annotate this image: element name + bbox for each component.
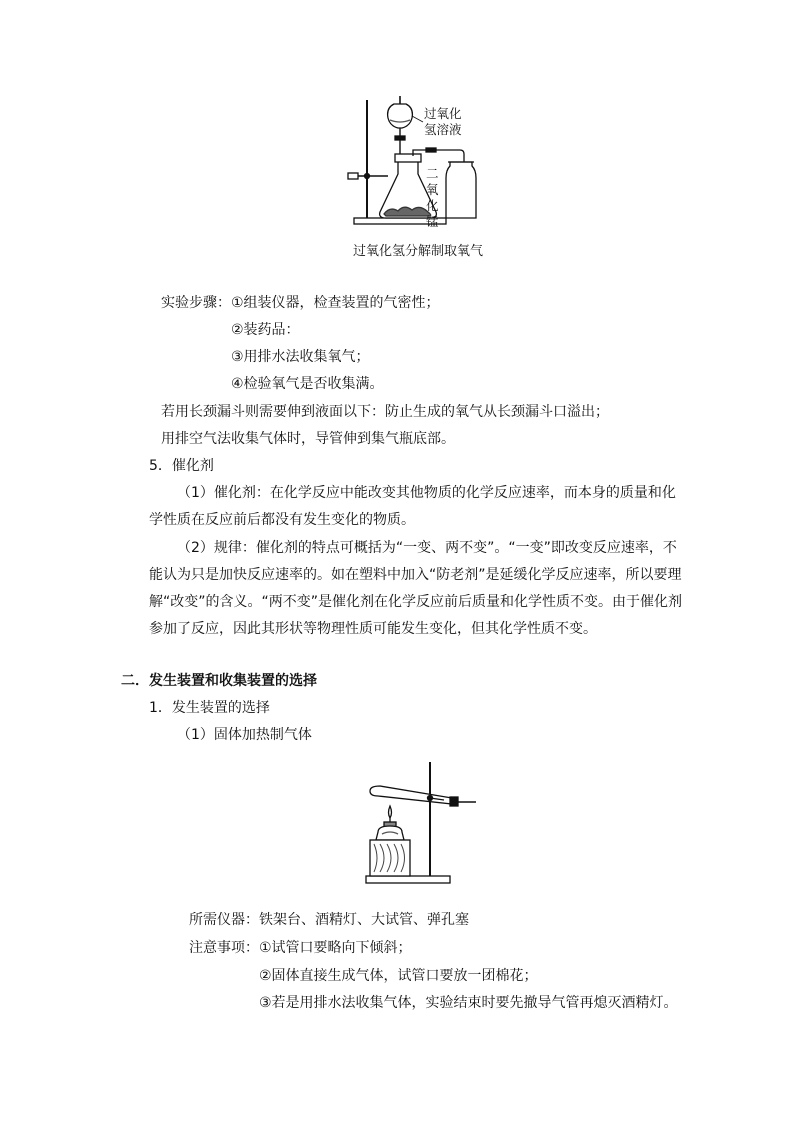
- steps-line-2: ②装药品：: [231, 322, 300, 338]
- steps-line-1: 实验步骤：①组装仪器，检查装置的气密性；: [161, 295, 440, 311]
- mno2-label-char-4: 锰: [426, 214, 439, 229]
- section2-heading: 二．发生装置和收集装置的选择: [121, 673, 317, 689]
- catalyst-heading: 5．催化剂: [149, 458, 214, 474]
- instruments-line: 所需仪器：铁架台、酒精灯、大试管、弹孔塞: [189, 912, 469, 928]
- solid-heating-diagram: [360, 758, 480, 900]
- notes-line-3: ③若是用排水法收集气体，实验结束时要先撤导气管再熄灭酒精灯。: [259, 995, 678, 1011]
- h2o2-decomposition-diagram: [340, 94, 490, 234]
- steps-note-1: 若用长颈漏斗则需要伸到液面以下：防止生成的氧气从长颈漏斗口溢出；: [161, 404, 609, 420]
- h2o2-label-line1: 过氧化: [424, 106, 462, 121]
- catalyst-p1-line1: （1）催化剂：在化学反应中能改变其他物质的化学反应速率，而本身的质量和化: [177, 485, 676, 501]
- catalyst-p2-line1: （2）规律：催化剂的特点可概括为“一变、两不变”。“一变”即改变反应速率，不: [177, 540, 677, 556]
- notes-line-2: ②固体直接生成气体，试管口要放一团棉花；: [259, 968, 538, 984]
- steps-line-4: ④检验氧气是否收集满。: [231, 376, 384, 392]
- section2-sub1a: （1）固体加热制气体: [177, 727, 312, 743]
- section2-sub1: 1．发生装置的选择: [149, 700, 270, 716]
- figure1-caption: 过氧化氢分解制取氧气: [353, 244, 484, 259]
- catalyst-p1-line2: 学性质在反应前后都没有发生变化的物质。: [149, 512, 415, 528]
- catalyst-p2-line4: 参加了反应，因此其形状等物理性质可能发生变化，但其化学性质不变。: [149, 621, 597, 637]
- mno2-label-char-1: 二: [426, 166, 439, 181]
- catalyst-p2-line2: 能认为只是加快反应速率的。如在塑料中加入“防老剂”是延缓化学反应速率，所以要理: [149, 567, 682, 583]
- steps-line-3: ③用排水法收集氧气；: [231, 349, 370, 365]
- mno2-label-char-2: 氧: [426, 182, 439, 197]
- notes-line-1: 注意事项：①试管口要略向下倾斜；: [189, 940, 412, 956]
- mno2-label-char-3: 化: [426, 198, 439, 213]
- catalyst-p2-line3: 解“改变”的含义。“两不变”是催化剂在化学反应前后质量和化学性质不变。由于催化剂: [149, 594, 683, 610]
- h2o2-label-line2: 氢溶液: [424, 122, 462, 137]
- steps-note-2: 用排空气法收集气体时，导管伸到集气瓶底部。: [161, 431, 455, 447]
